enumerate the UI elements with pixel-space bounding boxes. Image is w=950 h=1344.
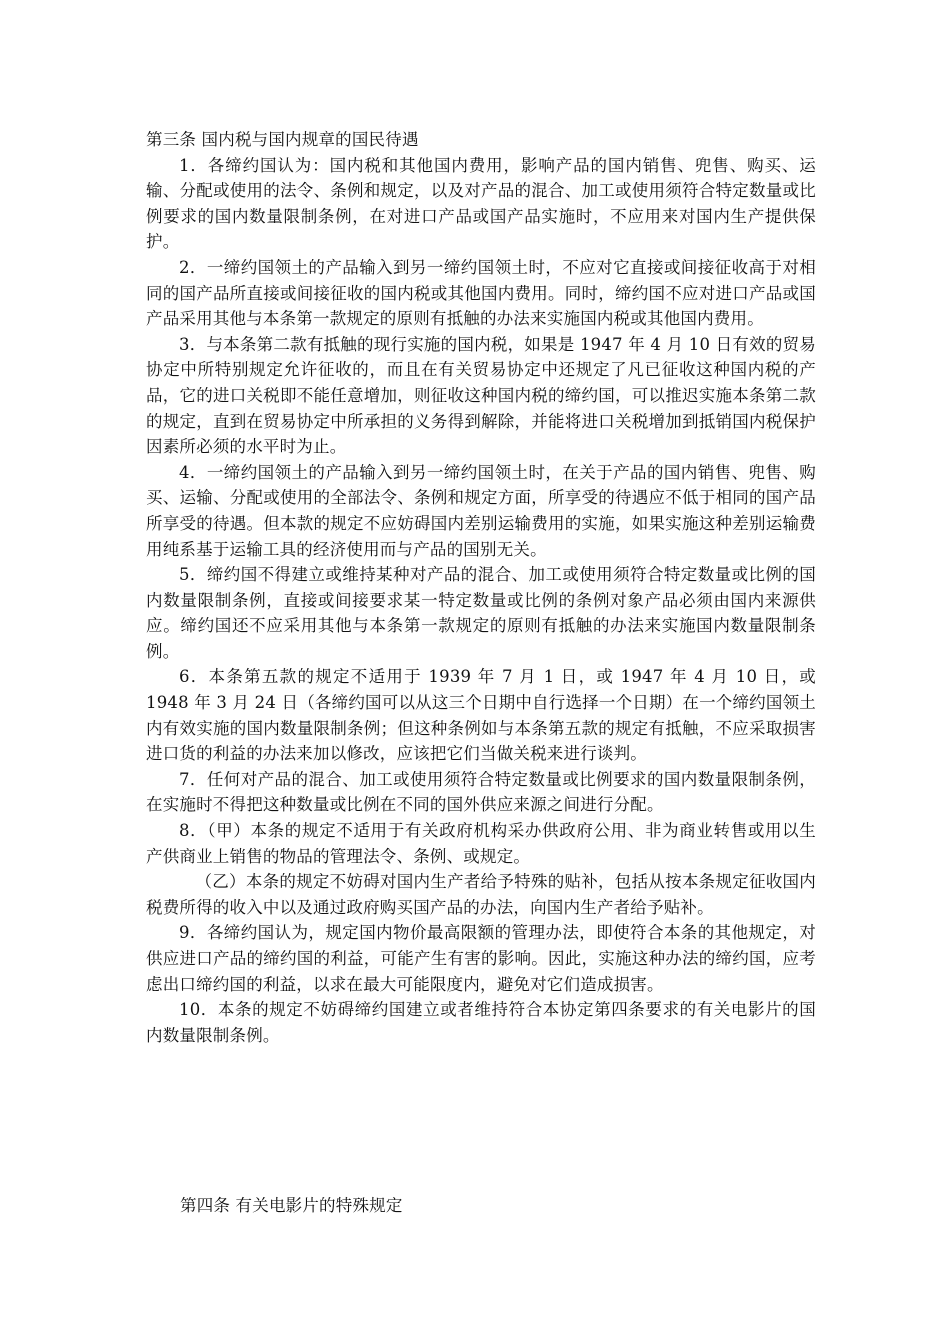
article-3-paragraph-8b: （乙）本条的规定不妨碍对国内生产者给予特殊的贴补，包括从按本条规定征收国内税费所得的收入中以及通过政府购买国产品的办法，向国内生产者给予贴补。 <box>146 872 816 917</box>
article-3-heading: 第三条 国内税与国内规章的国民待遇 <box>146 130 419 149</box>
article-3-paragraph-6: 6．本条第五款的规定不适用于 1939 年 7 月 1 日，或 1947 年 4 月 10 日，或 1948 年 3 月 24 日（各缔约国可以从这三个日期中自行选择一个日期）在一个缔约国领土内有效实施的国内数量限制条例；但这种条例如与本条第五款的规定有抵触，不应采取损害进口货的利益的办法来加以修改，应该把它们当做关税来进行谈判。 <box>146 667 816 764</box>
article-3-paragraph-9: 9．各缔约国认为，规定国内物价最高限额的管理办法，即使符合本条的其他规定，对供应进口产品的缔约国的利益，可能产生有害的影响。因此，实施这种办法的缔约国，应考虑出口缔约国的利益，以求在最大可能限度内，避免对它们造成损害。 <box>146 923 816 994</box>
article-3-paragraph-3: 3．与本条第二款有抵触的现行实施的国内税，如果是 1947 年 4 月 10 日有效的贸易协定中所特别规定允许征收的，而且在有关贸易协定中还规定了凡已征收这种国内税的产品，它的进口关税即不能任意增加，则征收这种国内税的缔约国，可以推迟实施本条第二款的规定，直到在贸易协定中所承担的义务得到解除，并能将进口关税增加到抵销国内税保护因素所必须的水平时为止。 <box>146 334 816 457</box>
article-4-heading: 第四条 有关电影片的特殊规定 <box>180 1196 403 1215</box>
article-3-section <box>146 127 816 1048</box>
article-3-paragraph-8a: 8．（甲）本条的规定不适用于有关政府机构采办供政府公用、非为商业转售或用以生产供商业上销售的物品的管理法令、条例、或规定。 <box>146 821 816 866</box>
article-3-paragraph-2: 2．一缔约国领土的产品输入到另一缔约国领土时，不应对它直接或间接征收高于对相同的国产品所直接或间接征收的国内税或其他国内费用。同时，缔约国不应对进口产品或国产品采用其他与本条第一款规定的原则有抵触的办法来实施国内税或其他国内费用。 <box>146 257 816 329</box>
article-3-paragraph-5: 5．缔约国不得建立或维持某种对产品的混合、加工或使用须符合特定数量或比例的国内数量限制条例，直接或间接要求某一特定数量或比例的条例对象产品必须由国内来源供应。缔约国还不应采用其他与本条第一款规定的原则有抵触的办法来实施国内数量限制条例。 <box>146 565 816 661</box>
article-3-paragraph-1: 1．各缔约国认为：国内税和其他国内费用，影响产品的国内销售、兜售、购买、运输、分配或使用的法令、条例和规定，以及对产品的混合、加工或使用须符合特定数量或比例要求的国内数量限制条例，在对进口产品或国产品实施时，不应用来对国内生产提供保护。 <box>146 155 816 252</box>
article-3-paragraph-7: 7．任何对产品的混合、加工或使用须符合特定数量或比例要求的国内数量限制条例，在实施时不得把这种数量或比例在不同的国外供应来源之间进行分配。 <box>146 769 816 815</box>
article-3-paragraph-10: 10．本条的规定不妨碍缔约国建立或者维持符合本协定第四条要求的有关电影片的国内数量限制条例。 <box>146 1000 816 1045</box>
article-3-paragraph-4: 4．一缔约国领土的产品输入到另一缔约国领土时，在关于产品的国内销售、兜售、购买、运输、分配或使用的全部法令、条例和规定方面，所享受的待遇应不低于相同的国产品所享受的待遇。但本款的规定不应妨碍国内差别运输费用的实施，如果实施这种差别运输费用纯系基于运输工具的经济使用而与产品的国别无关。 <box>146 462 816 559</box>
